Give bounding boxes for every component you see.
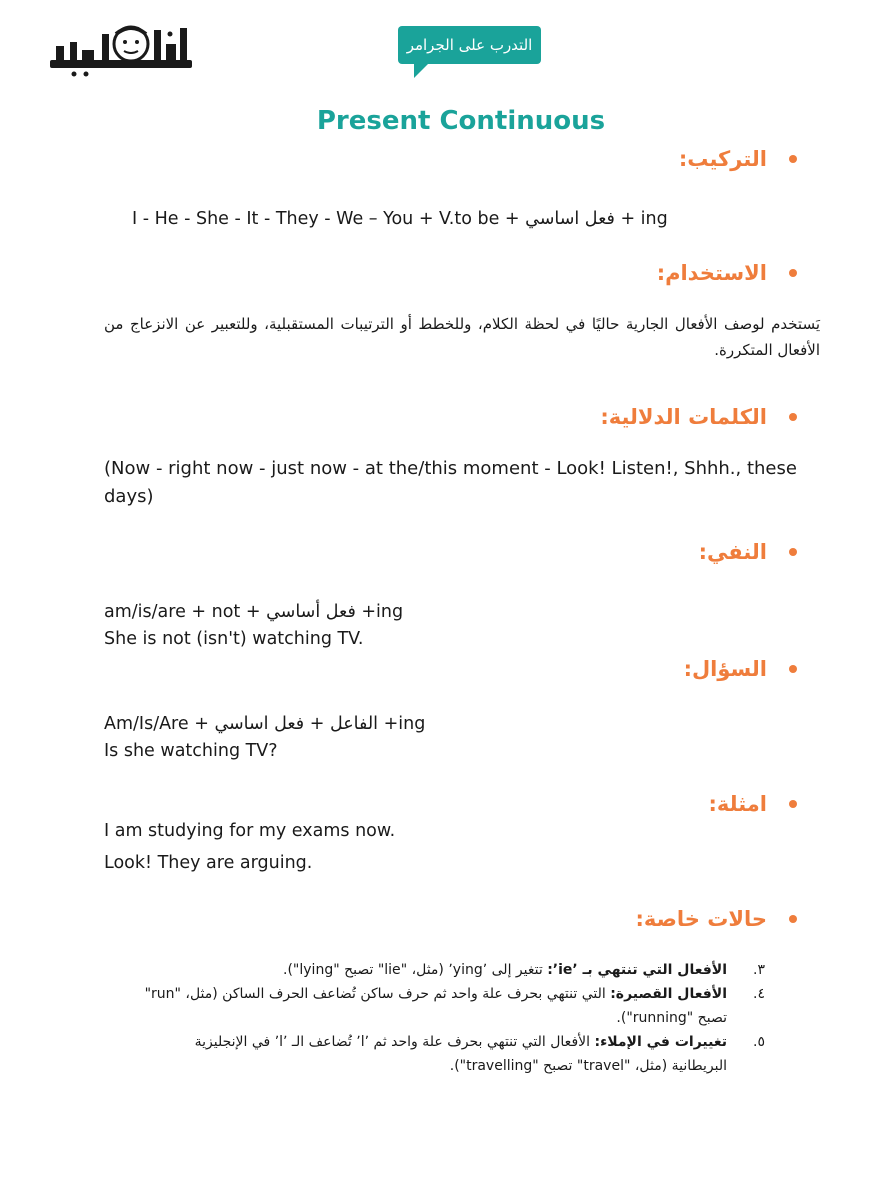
- negative-example: She is not (isn't) watching TV.: [104, 629, 364, 649]
- special-cases-list: [135, 958, 765, 1078]
- heading-special-cases: حالات خاصة:: [635, 907, 797, 931]
- structure-formula: I - He - She - It - They - We – You + V.to be + فعل اساسي + ing: [132, 209, 668, 229]
- keywords-text: (Now - right now - just now - at the/this moment - Look! Listen!, Shhh., these days): [104, 458, 797, 507]
- heading-structure: التركيب:: [679, 147, 797, 171]
- list-item: ٣. الأفعال التي تنتهي بـ ʼieʼ: تتغير إلى ʼyingʼ (مثل، "lie" تصبح "lying").: [283, 962, 765, 978]
- bullet-icon: [789, 155, 797, 163]
- brand-logo: [46, 20, 196, 84]
- example-item: I am studying for my exams now.: [104, 821, 396, 841]
- bubble-tail: [414, 62, 430, 78]
- logo-text: [196, 20, 197, 21]
- bullet-icon: [789, 800, 797, 808]
- page-title: Present Continuous: [316, 106, 606, 136]
- list-item: ٥. تغييرات في الإملاء: الأفعال التي تنتهي بحرف علة واحد ثم ʼlʼ تُضاعف الـ ʼlʼ في الإنجليزية البريطانية (مثل، "travel" تصبح "travelling").: [194, 1034, 765, 1074]
- question-example: Is she watching TV?: [104, 741, 278, 761]
- heading-keywords: الكلمات الدلالية:: [600, 405, 797, 429]
- usage-text: يَستخدم لوصف الأفعال الجارية حاليًا في لحظة الكلام، وللخطط أو الترتيبات المستقبلية، وللتعبير عن الانزعاج من الأفعال المتكررة.: [104, 315, 820, 359]
- bullet-icon: [789, 665, 797, 673]
- practice-bubble: التدرب على الجرامر: [398, 26, 541, 64]
- heading-usage: الاستخدام:: [657, 261, 797, 285]
- bullet-icon: [789, 413, 797, 421]
- bullet-icon: [789, 915, 797, 923]
- list-item: ٤. الأفعال القصيرة: التي تنتهي بحرف علة واحد ثم حرف ساكن تُضاعف الحرف الساكن (مثل، "run" تصبح "running").: [144, 986, 765, 1026]
- heading-negative: النفي:: [699, 540, 797, 564]
- question-formula: Am/Is/Are + الفاعل + فعل اساسي +ing: [104, 714, 426, 734]
- bullet-icon: [789, 548, 797, 556]
- heading-question: السؤال:: [684, 657, 797, 681]
- negative-formula: am/is/are + not + فعل أساسي +ing: [104, 602, 404, 622]
- heading-examples: امثلة:: [709, 792, 797, 816]
- bullet-icon: [789, 269, 797, 277]
- example-item: Look! They are arguing.: [104, 853, 313, 873]
